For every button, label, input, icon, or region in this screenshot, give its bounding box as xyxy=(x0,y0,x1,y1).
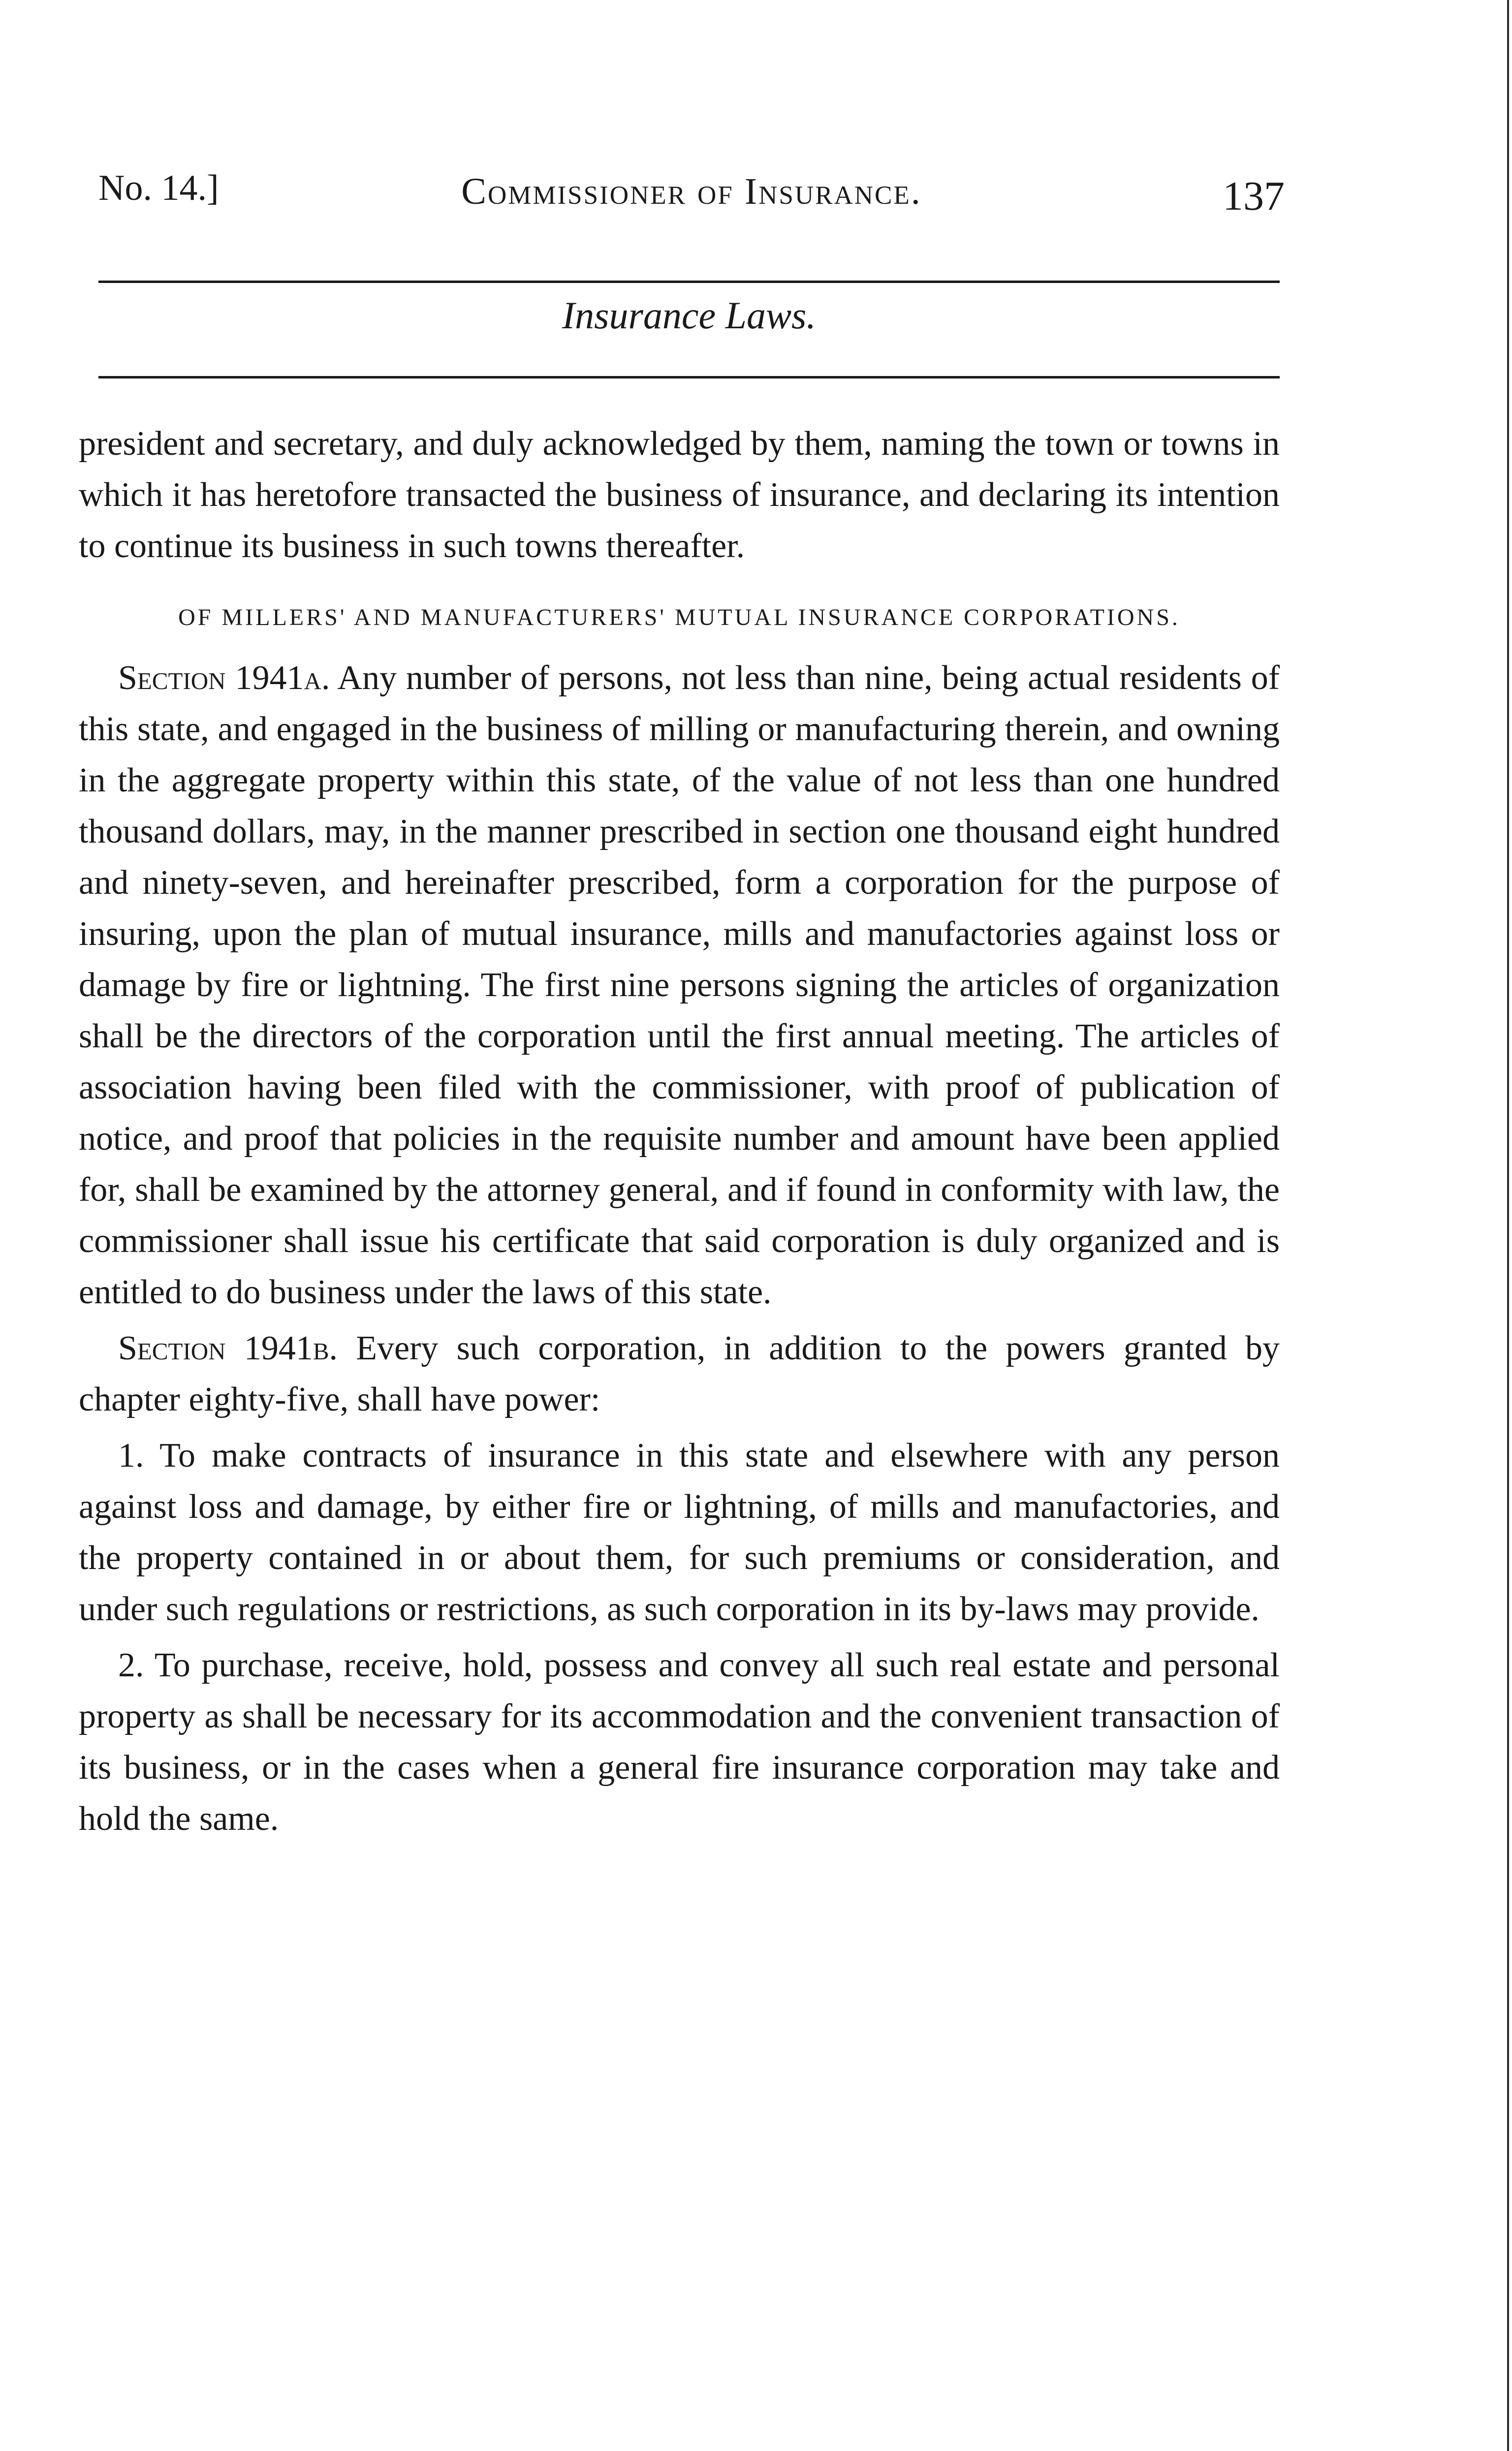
page-number: 137 xyxy=(1223,173,1285,219)
power-item-1: 1. To make contracts of insurance in this state and elsewhere with any person against loss and damage, by either fire or lightning, of mills and manufactories, and the property contained in or about them, for such premiums or consideration, and under such regulations or restrictions, as such corporation in its by-laws may provide. xyxy=(79,1437,1280,1628)
power-item-2: 2. To purchase, receive, hold, possess and convey all such real estate and personal property as shall be necessary for its accommodation and the convenient transaction of its business, or in the cases when a general fire insurance corporation may take and hold the same. xyxy=(79,1646,1280,1838)
section-subheader: Insurance Laws. xyxy=(562,294,816,337)
section-label: Section 1941a. xyxy=(118,659,330,697)
section-text: Every such corporation, in addition to the powers granted by chapter eighty-five, shall have power: xyxy=(79,1329,1280,1418)
section-label: Section 1941b. xyxy=(118,1329,338,1367)
page-edge xyxy=(1507,0,1509,2451)
section-heading: OF MILLERS' AND MANUFACTURERS' MUTUAL INSURANCE CORPORATIONS. xyxy=(178,604,1180,630)
continuation-paragraph: president and secretary, and duly acknowledged by them, naming the town or towns in which it has heretofore transacted the business of insurance, and declaring its intention to continue its business in such towns thereafter. xyxy=(79,425,1280,565)
running-title: Commissioner of Insurance. xyxy=(461,171,922,212)
section-text: Any number of persons, not less than nine, being actual residents of this state, and engaged in the business of milling or manufacturing therein, and owning in the aggregate property within this state, of the value of not less than one hundred thousand dollars, may, in the manner prescribed in section one thousand eight hundred and ninety-seven, and hereinafter prescribed, form a corporation for the purpose of insuring, upon the plan of mutual insurance, mills and manufactories against loss or damage by fire or lightning. The first nine persons signing the articles of organization shall be the directors of the corporation until the first annual meeting. The articles of association having been filed with the commissioner, with proof of publication of notice, and proof that policies in the requisite number and amount have been applied for, shall be examined by the attorney general, and if found in conformity with law, the commissioner shall issue his certificate that said corporation is duly organized and is entitled to do business under the laws of this state. xyxy=(79,659,1280,1311)
document-number: No. 14.] xyxy=(98,168,219,208)
section-1941a-paragraph xyxy=(79,653,1280,1318)
running-head xyxy=(98,167,1285,221)
body-text xyxy=(79,418,1280,1845)
header-rule-bottom xyxy=(98,376,1280,378)
header-rule-top xyxy=(98,281,1280,283)
section-1941b-paragraph xyxy=(79,1323,1280,1425)
